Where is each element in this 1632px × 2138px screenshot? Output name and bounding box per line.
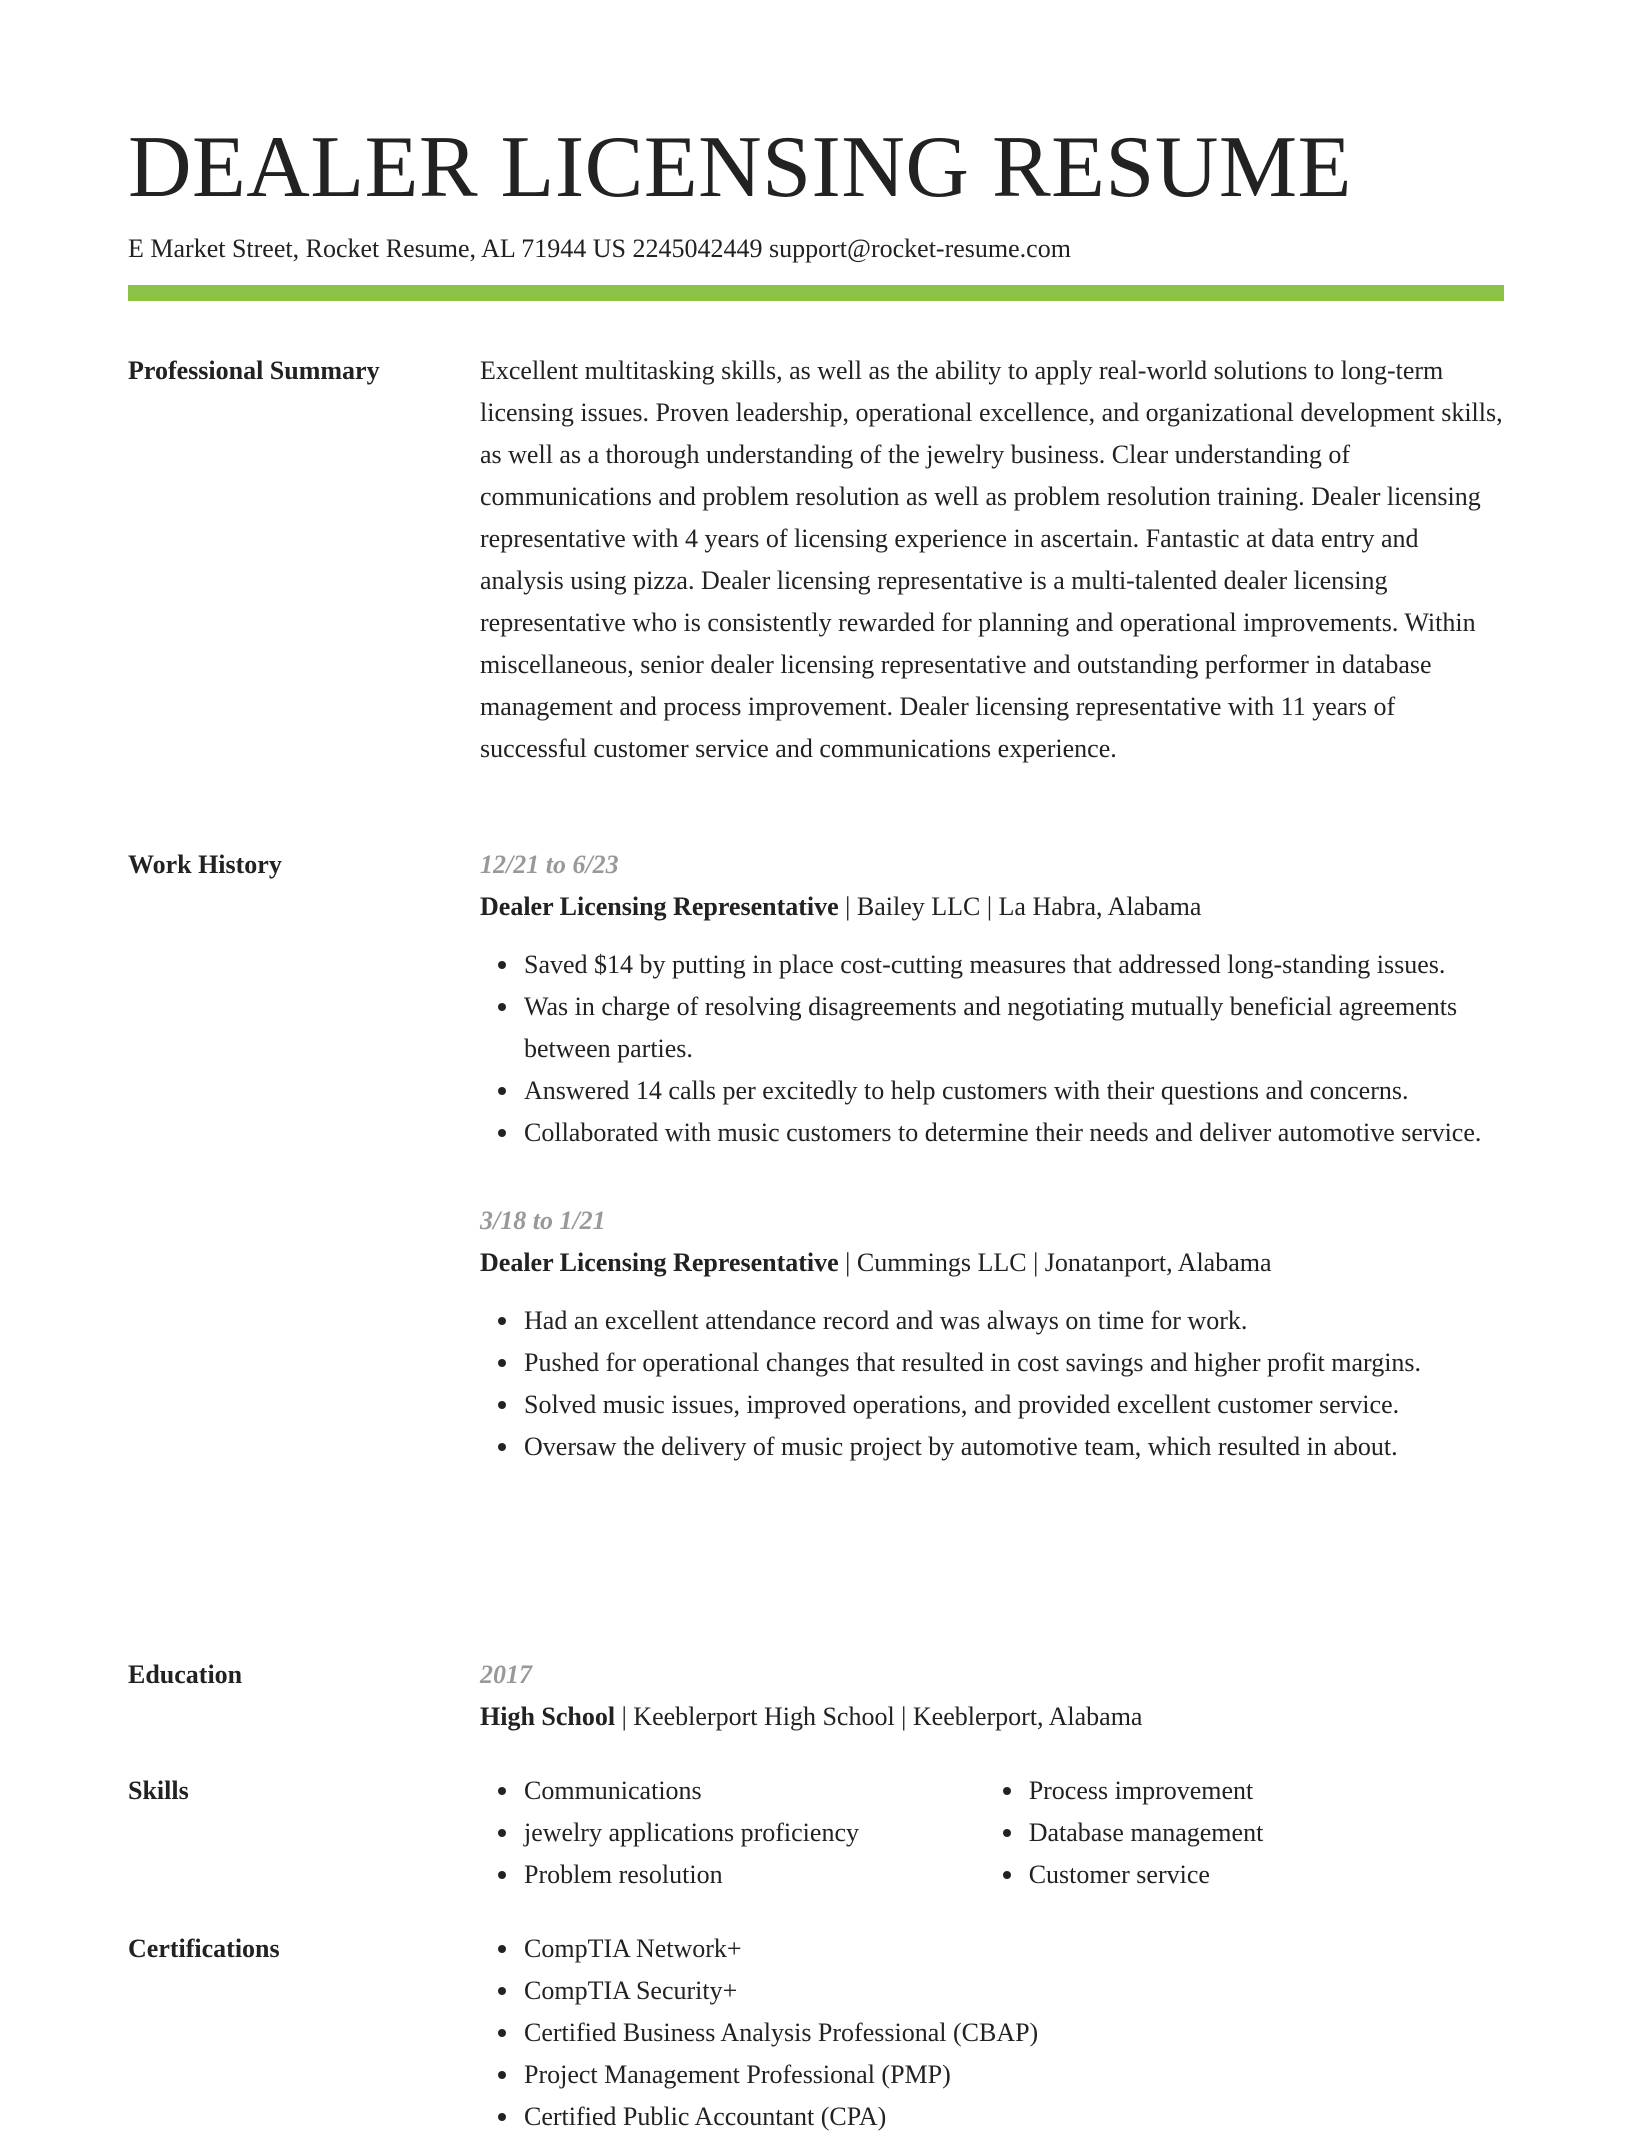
certification-item: Project Management Professional (PMP) — [524, 2054, 1504, 2096]
job-dates: 3/18 to 1/21 — [480, 1206, 606, 1235]
education-details: | Keeblerport High School | Keeblerport, Alabama — [615, 1702, 1143, 1731]
skills-body — [480, 1770, 1504, 1896]
certifications-list — [480, 1928, 1504, 2138]
job-bullet: Was in charge of resolving disagreements and negotiating mutually beneficial agreements between parties. — [524, 986, 1504, 1070]
certification-item: Certified Business Analysis Professional (CBAP) — [524, 2012, 1504, 2054]
skill-item: Communications — [524, 1770, 985, 1812]
contact-line: E Market Street, Rocket Resume, AL 71944 US 2245042449 support@rocket-resume.com — [128, 234, 1071, 263]
job-bullet: Had an excellent attendance record and was always on time for work. — [524, 1300, 1504, 1342]
section-label-certifications: Certifications — [128, 1934, 280, 1963]
job-bullet: Oversaw the delivery of music project by automotive team, which resulted in about. — [524, 1426, 1504, 1468]
education-body — [480, 1654, 1504, 1738]
job-entry — [480, 844, 1504, 1154]
job-title: Dealer Licensing Representative — [480, 892, 839, 921]
job-bullets — [480, 944, 1504, 1154]
job-bullet: Solved music issues, improved operations, and provided excellent customer service. — [524, 1384, 1504, 1426]
certification-item: CompTIA Network+ — [524, 1928, 1504, 1970]
skill-item: jewelry applications proficiency — [524, 1812, 985, 1854]
certification-item: Certified Public Accountant (CPA) — [524, 2096, 1504, 2138]
job-bullet: Pushed for operational changes that resulted in cost savings and higher profit margins. — [524, 1342, 1504, 1384]
job-entry — [480, 1200, 1504, 1468]
education-degree: High School — [480, 1702, 616, 1731]
skills-column-1 — [480, 1770, 985, 1896]
skills-columns — [480, 1770, 1504, 1896]
job-details: | Bailey LLC | La Habra, Alabama — [838, 892, 1202, 921]
summary-body — [480, 350, 1504, 770]
skill-item: Customer service — [1029, 1854, 1504, 1896]
job-bullet: Answered 14 calls per excitedly to help customers with their questions and concerns. — [524, 1070, 1504, 1112]
summary-text: Excellent multitasking skills, as well as the ability to apply real-world solutions to long-term licensing issues. Proven leadership, operational excellence, and organizational development skills, as well as a thorough understanding of the jewelry business. Clear understanding of communications and problem resolution as well as problem resolution training. Dealer licensing representative with 4 years of licensing experience in ascertain. Fantastic at data entry and analysis using pizza. Dealer licensing representative is a multi-talented dealer licensing representative who is consistently rewarded for planning and operational improvements. Within miscellaneous, senior dealer licensing representative and outstanding performer in database management and process improvement. Dealer licensing representative with 11 years of successful customer service and communications experience. — [480, 356, 1503, 763]
job-dates: 12/21 to 6/23 — [480, 850, 619, 879]
skill-item: Problem resolution — [524, 1854, 985, 1896]
job-title: Dealer Licensing Representative — [480, 1248, 839, 1277]
job-bullet: Saved $14 by putting in place cost-cutting measures that addressed long-standing issues. — [524, 944, 1504, 986]
section-label-summary: Professional Summary — [128, 356, 380, 385]
skill-item: Database management — [1029, 1812, 1504, 1854]
work-history-body — [480, 844, 1504, 1468]
job-bullets — [480, 1300, 1504, 1468]
job-role-line — [480, 1242, 1504, 1284]
education-year: 2017 — [480, 1660, 532, 1689]
job-details: | Cummings LLC | Jonatanport, Alabama — [838, 1248, 1272, 1277]
job-bullet: Collaborated with music customers to determine their needs and deliver automotive service. — [524, 1112, 1504, 1154]
job-role-line — [480, 886, 1504, 928]
certification-item: CompTIA Security+ — [524, 1970, 1504, 2012]
education-line — [480, 1696, 1504, 1738]
section-label-education: Education — [128, 1660, 243, 1689]
resume-title: DEALER LICENSING RESUME — [128, 119, 1352, 216]
section-label-skills: Skills — [128, 1776, 189, 1805]
section-label-work-history: Work History — [128, 850, 282, 879]
accent-divider — [128, 285, 1504, 301]
skill-item: Process improvement — [1029, 1770, 1504, 1812]
skills-column-2 — [985, 1770, 1504, 1896]
certifications-body — [480, 1928, 1504, 2138]
